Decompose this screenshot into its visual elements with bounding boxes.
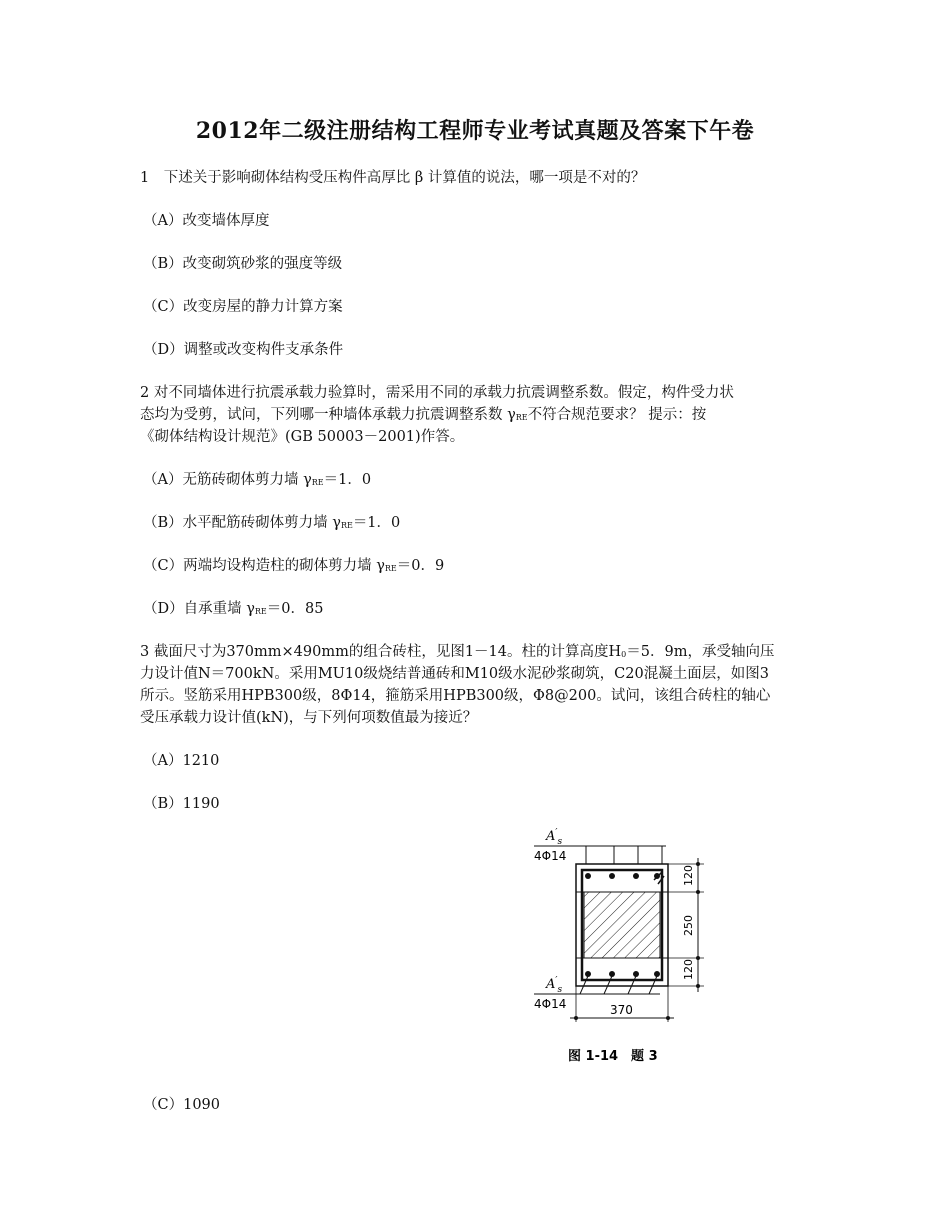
- question-2-option-c: （C）两端均设构造柱的砌体剪力墙 γRE＝0．9: [143, 558, 445, 574]
- question-2-stem-line-2: 态均为受剪，试问，下列哪一种墙体承载力抗震调整系数 γRE不符合规范要求？ 提示：按: [140, 407, 707, 423]
- rebar: [609, 873, 615, 879]
- question-3-option-b: （B）1190: [143, 796, 220, 812]
- question-2-option-b: （B）水平配筋砖砌体剪力墙 γRE＝1．0: [143, 515, 401, 531]
- figure-caption: 图 1-14 题 3: [568, 1049, 658, 1064]
- figure-composite-column-section: [530, 826, 720, 1071]
- dimension-bottom: 120: [682, 959, 695, 980]
- bottom-bars-label: 4Φ14: [534, 997, 567, 1011]
- question-1-option-b: （B）改变砌筑砂浆的强度等级: [143, 256, 343, 272]
- top-bars-label: 4Φ14: [534, 849, 567, 863]
- question-1-stem: 1 下述关于影响砌体结构受压构件高厚比 β 计算值的说法，哪一项是不对的？: [140, 170, 646, 186]
- question-3-stem-line-2: 力设计值N＝700kN。采用MU10级烧结普通砖和M10级水泥砂浆砌筑，C20混凝土面层，如图3: [140, 666, 769, 682]
- question-2-option-a: （A）无筋砖砌体剪力墙 γRE＝1．0: [143, 472, 372, 488]
- question-3-stem-line-3: 所示。竖筋采用HPB300级，8Φ14，箍筋采用HPB300级，Φ8@200。试问，该组合砖柱的轴心: [140, 688, 771, 704]
- top-steel-area-label: $A'_s$: [546, 828, 563, 847]
- question-3-option-c: （C）1090: [143, 1097, 220, 1113]
- question-3-option-a: （A）1210: [143, 753, 220, 769]
- dimension-width: 370: [610, 1003, 633, 1017]
- question-1-option-c: （C）改变房屋的静力计算方案: [143, 299, 343, 315]
- question-2-stem-line-1: 2 对不同墙体进行抗震承载力验算时，需采用不同的承载力抗震调整系数。假定，构件受力状: [140, 385, 734, 401]
- document-title: 2012年二级注册结构工程师专业考试真题及答案下午卷: [195, 118, 755, 144]
- dimension-top: 120: [682, 865, 695, 886]
- dimension-middle: 250: [682, 915, 695, 936]
- question-3-stem-line-4: 受压承载力设计值(kN)，与下列何项数值最为接近？: [140, 710, 478, 726]
- question-2-option-d: （D）自承重墙 γRE＝0．85: [143, 601, 324, 617]
- rebar: [585, 873, 591, 879]
- bottom-steel-area-label: $A'_s$: [546, 976, 563, 995]
- question-3-stem-line-1: 3 截面尺寸为370mm×490mm的组合砖柱，见图1－14。柱的计算高度H0＝5．9m，承受轴向压: [140, 644, 775, 660]
- brick-core: [584, 892, 660, 958]
- question-2-stem-line-3: 《砌体结构设计规范》(GB 50003－2001)作答。: [140, 429, 465, 445]
- question-1-option-d: （D）调整或改变构件支承条件: [143, 342, 344, 358]
- question-1-option-a: （A）改变墙体厚度: [143, 213, 270, 229]
- rebar: [633, 873, 639, 879]
